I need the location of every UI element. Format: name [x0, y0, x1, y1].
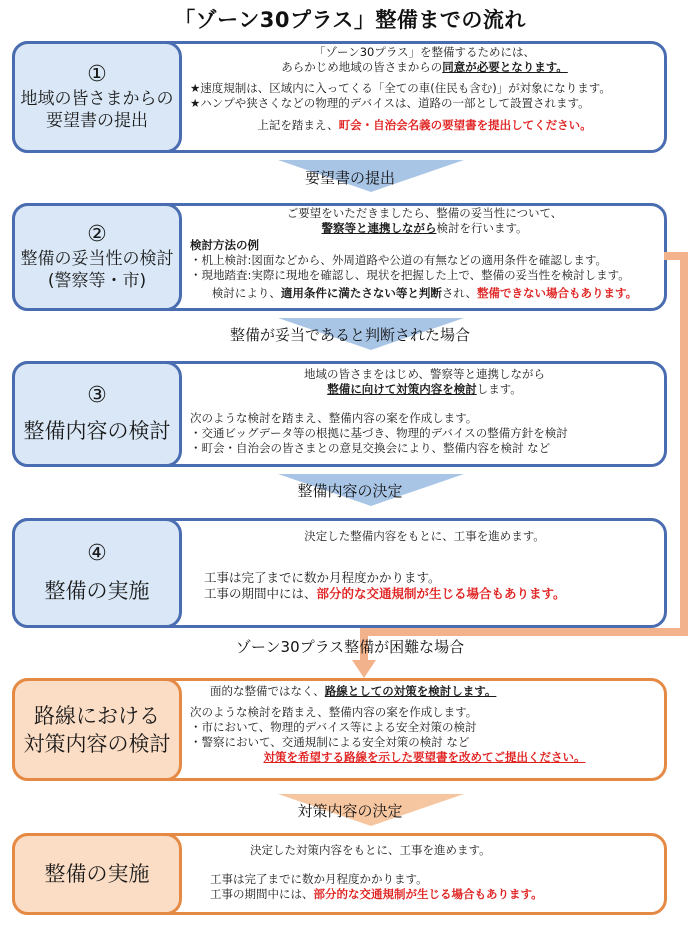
text-line: 警察等と連携しながら検討を行います。 — [321, 221, 528, 235]
step-3-description — [190, 361, 659, 467]
step-4-label-line-1: 整備の実施 — [44, 579, 150, 603]
text-line: あらかじめ地域の皆さまからの同意が必要となります。 — [281, 60, 568, 74]
alternate-route-connector-bottom — [360, 628, 688, 636]
step-3-label-box — [12, 361, 182, 467]
text-line: ・机上検討:図面などから、外周道路や公道の有無などの適用条件を確認します。 — [190, 253, 607, 267]
text-line: ・現地踏査:実際に現地を確認し、現状を把握した上で、整備の妥当性を検討します。 — [190, 268, 630, 282]
step-4-description — [190, 518, 659, 628]
alt-step-2-description — [190, 833, 659, 915]
text-line: 面的な整備ではなく、路線としての対策を検討します。 — [210, 684, 497, 698]
alt-step-2-label-line-1: 整備の実施 — [44, 862, 150, 886]
alt-step-1-label-line-1: 路線における — [34, 703, 160, 728]
alt-step-2-label-box — [12, 833, 182, 915]
page-title: 「ゾーン30プラス」整備までの流れ — [174, 8, 526, 32]
text-line: 次のような検討を踏まえ、整備内容の案を作成します。 — [190, 705, 478, 719]
step-1-label-line-2: 要望書の提出 — [46, 111, 148, 131]
step-4-implementation — [12, 518, 667, 628]
text-line: 検討により、適用条件に満たさない等と判断され、整備できない場合もあります。 — [211, 286, 638, 300]
text-line: ・町会・自治会の皆さまとの意見交換会により、整備内容を検討 など — [190, 441, 551, 455]
text-line: 整備に向けて対策内容を検討します。 — [327, 382, 522, 396]
text-line: ご要望をいただきましたら、整備の妥当性について、 — [286, 206, 563, 220]
text-line: 地域の皆さまをはじめ、警察等と連携しながら — [303, 367, 546, 381]
step-1-description — [190, 41, 659, 153]
step-4-number: ④ — [87, 541, 107, 566]
step-3-label-line-1: 整備内容の検討 — [23, 419, 171, 443]
text-line: 対策を希望する路線を示した要望書を改めてご提出ください。 — [263, 750, 586, 764]
flow-arrow-5-label: 対策内容の決定 — [297, 802, 403, 820]
flow-arrow-3-label: 整備内容の決定 — [297, 482, 403, 500]
text-line: 工事は完了までに数か月程度かかります。 — [210, 872, 428, 886]
step-2-label-box — [12, 203, 182, 311]
alt-step-1-label-line-2: 対策内容の検討 — [23, 731, 171, 756]
text-line: ・警察において、交通規制による安全対策の検討 など — [190, 735, 470, 749]
flow-arrow-2-label: 整備が妥当であると判断された場合 — [229, 326, 470, 344]
step-2-description — [190, 203, 659, 311]
alt-step-1-label-box — [12, 678, 182, 781]
text-line: ・交通ビッグデータ等の根拠に基づき、物理的デバイスの整備方針を検討 — [190, 426, 568, 440]
text-line: 決定した整備内容をもとに、工事を進めます。 — [304, 529, 545, 543]
alt-step-1-description — [190, 678, 659, 781]
text-line: 検討方法の例 — [190, 238, 259, 252]
text-line: ★速度規制は、区域内に入ってくる「全ての車(住民も含む)」が対象になります。 — [190, 81, 611, 95]
step-1-label-box — [12, 41, 182, 153]
text-line: ★ハンプや狭さくなどの物理的デバイスは、道路の一部として設置されます。 — [190, 96, 590, 110]
step-1-label-line-1: 地域の皆さまからの — [20, 89, 174, 109]
step-4-label-box — [12, 518, 182, 628]
step-2-number: ② — [87, 222, 107, 247]
text-line: 上記を踏まえ、町会・自治会名義の要望書を提出してください。 — [257, 118, 592, 132]
alternate-route-connector-right — [680, 252, 688, 636]
alt-step-route-measures-review — [12, 678, 667, 781]
text-line: 決定した対策内容をもとに、工事を進めます。 — [250, 843, 491, 857]
step-1-request-submission — [12, 41, 667, 153]
text-line: 工事の期間中には、部分的な交通規制が生じる場合もあります。 — [210, 887, 543, 901]
step-3-content-review — [12, 361, 667, 467]
text-line: 工事の期間中には、部分的な交通規制が生じる場合もあります。 — [204, 586, 566, 601]
step-2-label-line-2: (警察等・市) — [47, 271, 147, 291]
step-2-feasibility-review — [12, 203, 667, 311]
text-line: ・市において、物理的デバイス等による安全対策の検討 — [190, 720, 477, 734]
alternate-route-arrowhead-icon — [352, 660, 376, 678]
text-line: 次のような検討を踏まえ、整備内容の案を作成します。 — [190, 411, 478, 425]
flow-arrow-1-label: 要望書の提出 — [304, 169, 395, 187]
step-2-label-line-1: 整備の妥当性の検討 — [20, 249, 174, 269]
alt-step-implementation — [12, 833, 667, 915]
text-line: 工事は完了までに数か月程度かかります。 — [204, 570, 441, 585]
step-1-number: ① — [87, 62, 107, 87]
alternate-route-label: ゾーン30プラス整備が困難な場合 — [235, 638, 465, 656]
step-3-number: ③ — [87, 383, 107, 408]
text-line: 「ゾーン30プラス」を整備するためには、 — [313, 45, 536, 59]
